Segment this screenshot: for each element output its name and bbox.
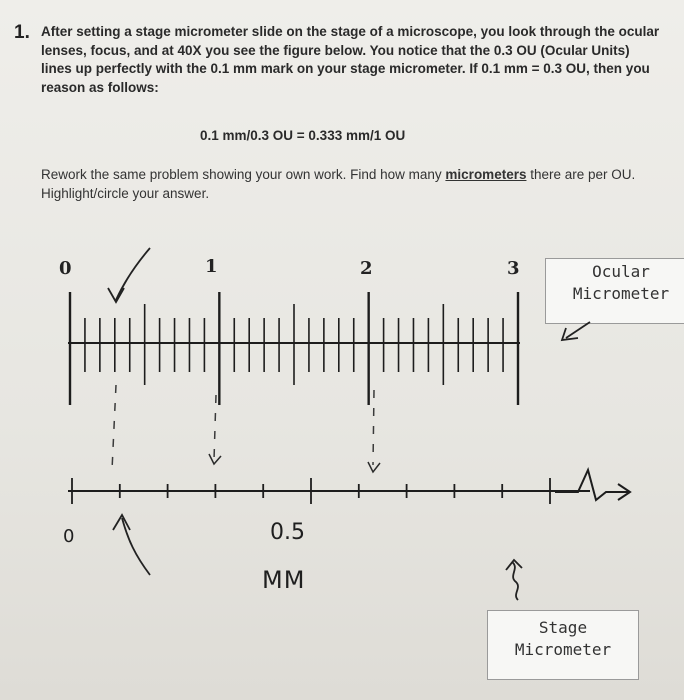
stage-scale — [68, 470, 630, 504]
stage-half-mm-label: 0.5 — [270, 520, 305, 545]
question-number: 1. — [14, 22, 30, 43]
ocular-number-3: 3 — [507, 258, 520, 279]
guide-arrowheads — [209, 454, 380, 472]
stage-zero-label: 0 — [63, 526, 75, 547]
ocular-scale — [68, 292, 520, 405]
stage-unit-label: MM — [262, 566, 306, 594]
ocular-number-2: 2 — [360, 258, 373, 279]
rework-underlined-word: micrometers — [445, 167, 527, 182]
ocular-number-0: 0 — [59, 258, 72, 279]
rework-text-after: there are per OU. Highlight/circle your answer. — [41, 167, 636, 201]
alignment-guides — [112, 385, 374, 470]
stage-label-line2: Micrometer — [514, 640, 612, 659]
ocular-number-1: 1 — [205, 256, 218, 277]
ocular-label-line1: Ocular — [592, 262, 650, 281]
ocular-label-line2: Micrometer — [572, 284, 670, 303]
rework-text-before: Rework the same problem showing your own work. Find how many — [41, 167, 446, 182]
example-equation: 0.1 mm/0.3 OU = 0.333 mm/1 OU — [200, 128, 406, 143]
ocular-ticks — [70, 292, 518, 405]
question-text: After setting a stage micrometer slide on the stage of a microscope, you look through the ocular lenses, focus, and at 40X you see the figure below. You notice that the 0.3 OU (Ocular Units) lines up perfectly with the 0.1 mm mark on your stage micrometer. If 0.1 mm = 0.3 OU, then you reason as follows: — [41, 24, 660, 95]
stage-label-line1: Stage — [538, 618, 588, 637]
